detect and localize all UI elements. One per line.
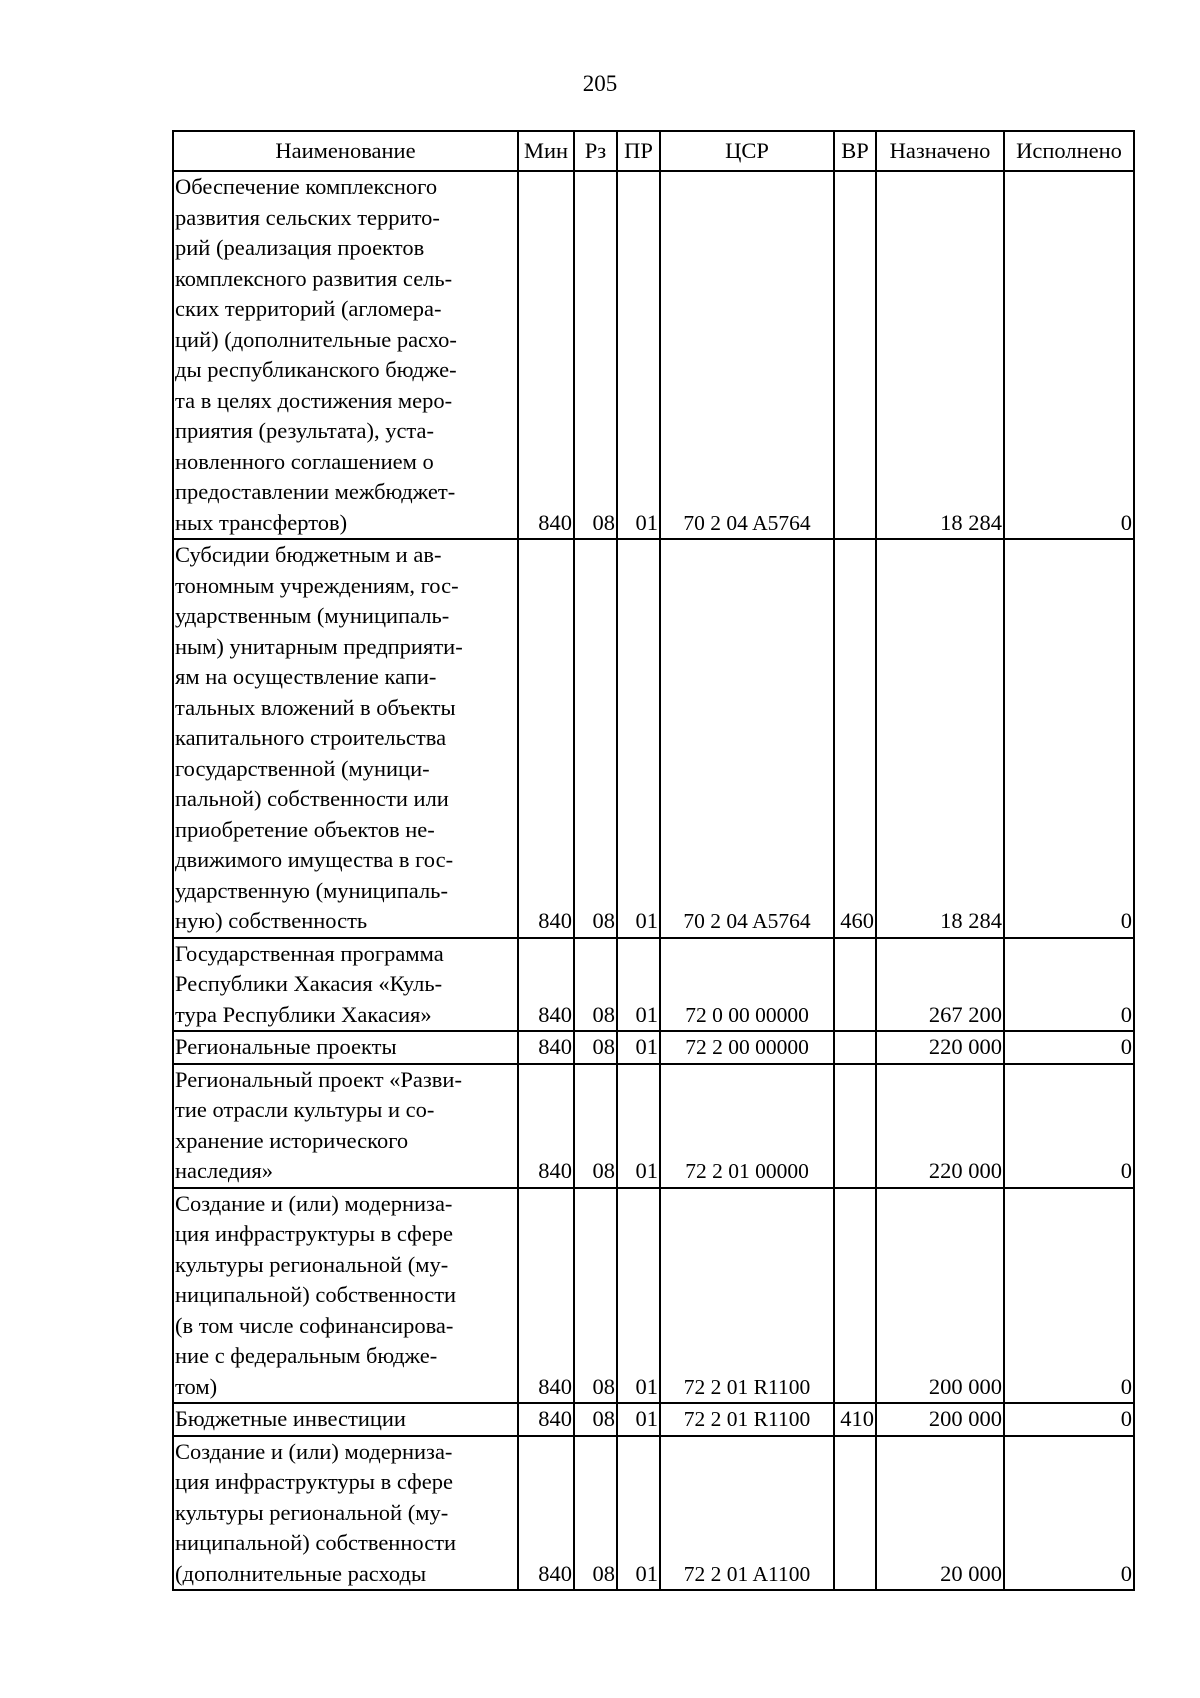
cell-rz: 08 bbox=[574, 1436, 617, 1591]
table-row bbox=[173, 938, 1134, 1032]
cell-assigned: 18 284 bbox=[876, 171, 1004, 539]
name-line: тие отрасли культуры и со- bbox=[175, 1097, 435, 1122]
name-line: Создание и (или) модерниза- bbox=[175, 1438, 453, 1464]
name-line: ударственным (муниципаль- bbox=[175, 603, 450, 628]
cell-csr: 72 2 01 R1100 bbox=[660, 1403, 834, 1436]
cell-pr: 01 bbox=[617, 938, 660, 1032]
cell-assigned: 220 000 bbox=[876, 1064, 1004, 1188]
name-line: ным) унитарным предприяти- bbox=[175, 633, 463, 659]
cell-assigned: 200 000 bbox=[876, 1188, 1004, 1404]
cell-pr: 01 bbox=[617, 1403, 660, 1436]
name-line: Создание и (или) модерниза- bbox=[175, 1190, 453, 1216]
name-line: капитального строительства bbox=[175, 725, 447, 750]
name-line: культуры региональной (му- bbox=[175, 1251, 449, 1277]
name-line: наследия» bbox=[175, 1158, 274, 1183]
name-line: приятия (результата), уста- bbox=[175, 418, 435, 443]
cell-executed: 0 bbox=[1004, 1031, 1134, 1064]
header-assigned: Назначено bbox=[876, 131, 1004, 171]
cell-executed: 0 bbox=[1004, 1403, 1134, 1436]
name-line: ную) собственность bbox=[175, 908, 368, 933]
cell-min: 840 bbox=[518, 1436, 574, 1591]
cell-min: 840 bbox=[518, 1403, 574, 1436]
cell-csr: 72 0 00 00000 bbox=[660, 938, 834, 1032]
name-line: государственной (муници- bbox=[175, 755, 430, 781]
header-name: Наименование bbox=[173, 131, 518, 171]
name-line: предоставлении межбюджет- bbox=[175, 479, 456, 504]
name-line: комплексного развития сель- bbox=[175, 265, 453, 291]
cell-min: 840 bbox=[518, 539, 574, 938]
cell-executed: 0 bbox=[1004, 539, 1134, 938]
cell-executed: 0 bbox=[1004, 171, 1134, 539]
budget-table bbox=[172, 130, 1135, 1591]
name-line: том) bbox=[175, 1373, 218, 1399]
cell-pr: 01 bbox=[617, 1031, 660, 1064]
cell-csr: 72 2 01 00000 bbox=[660, 1064, 834, 1188]
name-line: (в том числе софинансирова- bbox=[175, 1312, 454, 1338]
cell-assigned: 18 284 bbox=[876, 539, 1004, 938]
cell-rz: 08 bbox=[574, 938, 617, 1032]
cell-vr bbox=[834, 1436, 876, 1591]
table-row bbox=[173, 1403, 1134, 1436]
cell-vr bbox=[834, 171, 876, 539]
cell-assigned: 220 000 bbox=[876, 1031, 1004, 1064]
name-line: та в целях достижения меро- bbox=[175, 387, 453, 413]
cell-assigned: 20 000 bbox=[876, 1436, 1004, 1591]
table-row bbox=[173, 539, 1134, 938]
cell-csr: 70 2 04 A5764 bbox=[660, 539, 834, 938]
cell-name bbox=[173, 539, 518, 938]
cell-min: 840 bbox=[518, 171, 574, 539]
name-line: ниципальной) собственности bbox=[175, 1530, 457, 1555]
name-line: приобретение объектов не- bbox=[175, 816, 435, 842]
name-line: Обеспечение комплексного bbox=[175, 174, 438, 199]
cell-csr: 72 2 01 A1100 bbox=[660, 1436, 834, 1591]
cell-min: 840 bbox=[518, 1064, 574, 1188]
cell-vr: 410 bbox=[834, 1403, 876, 1436]
cell-min: 840 bbox=[518, 938, 574, 1032]
cell-executed: 0 bbox=[1004, 1188, 1134, 1404]
name-line: рий (реализация проектов bbox=[175, 235, 425, 260]
header-min: Мин bbox=[518, 131, 574, 171]
cell-vr bbox=[834, 1064, 876, 1188]
name-line: тономным учреждениям, гос- bbox=[175, 572, 459, 598]
page-number: 205 bbox=[582, 71, 618, 96]
table-row bbox=[173, 1188, 1134, 1404]
name-line: ние с федеральным бюдже- bbox=[175, 1343, 438, 1368]
cell-csr: 70 2 04 A5764 bbox=[660, 171, 834, 539]
name-line: тальных вложений в объекты bbox=[175, 694, 456, 720]
cell-pr: 01 bbox=[617, 1064, 660, 1188]
cell-name bbox=[173, 938, 518, 1032]
cell-pr: 01 bbox=[617, 1188, 660, 1404]
cell-pr: 01 bbox=[617, 1436, 660, 1591]
table-body bbox=[173, 171, 1134, 1590]
cell-vr: 460 bbox=[834, 539, 876, 938]
table-header-row bbox=[173, 131, 1134, 171]
cell-name bbox=[173, 1403, 518, 1436]
name-line: ям на осуществление капи- bbox=[175, 664, 437, 689]
header-csr: ЦСР bbox=[660, 131, 834, 171]
cell-vr bbox=[834, 1188, 876, 1404]
cell-min: 840 bbox=[518, 1188, 574, 1404]
cell-csr: 72 2 01 R1100 bbox=[660, 1188, 834, 1404]
header-executed: Исполнено bbox=[1004, 131, 1134, 171]
cell-name bbox=[173, 171, 518, 539]
table-row bbox=[173, 1436, 1134, 1591]
cell-pr: 01 bbox=[617, 171, 660, 539]
name-line: Государственная программа bbox=[175, 940, 444, 966]
cell-rz: 08 bbox=[574, 1188, 617, 1404]
cell-assigned: 200 000 bbox=[876, 1403, 1004, 1436]
cell-executed: 0 bbox=[1004, 1064, 1134, 1188]
name-line: ских территорий (агломера- bbox=[175, 296, 442, 321]
name-line: ды республиканского бюдже- bbox=[175, 357, 457, 382]
cell-min: 840 bbox=[518, 1031, 574, 1064]
cell-vr bbox=[834, 938, 876, 1032]
cell-vr bbox=[834, 1031, 876, 1064]
cell-rz: 08 bbox=[574, 171, 617, 539]
table-row bbox=[173, 171, 1134, 539]
name-line: развития сельских террито- bbox=[175, 204, 440, 230]
name-line: Региональные проекты bbox=[175, 1034, 397, 1059]
cell-assigned: 267 200 bbox=[876, 938, 1004, 1032]
cell-rz: 08 bbox=[574, 539, 617, 938]
name-line: ций) (дополнительные расхо- bbox=[175, 326, 457, 352]
name-line: культуры региональной (му- bbox=[175, 1499, 449, 1525]
cell-rz: 08 bbox=[574, 1031, 617, 1064]
cell-rz: 08 bbox=[574, 1403, 617, 1436]
cell-rz: 08 bbox=[574, 1064, 617, 1188]
cell-name bbox=[173, 1031, 518, 1064]
name-line: новленного соглашением о bbox=[175, 448, 434, 474]
name-line: пальной) собственности или bbox=[175, 786, 449, 811]
name-line: Региональный проект «Разви- bbox=[175, 1066, 462, 1092]
name-line: Бюджетные инвестиции bbox=[175, 1406, 406, 1431]
header-vr: ВР bbox=[834, 131, 876, 171]
table-row bbox=[173, 1064, 1134, 1188]
header-rz: Рз bbox=[574, 131, 617, 171]
cell-pr: 01 bbox=[617, 539, 660, 938]
table-row bbox=[173, 1031, 1134, 1064]
cell-name bbox=[173, 1188, 518, 1404]
name-line: ных трансфертов) bbox=[175, 509, 348, 535]
name-line: Республики Хакасия «Куль- bbox=[175, 971, 443, 996]
name-line: ция инфраструктуры в сфере bbox=[175, 1221, 453, 1246]
cell-csr: 72 2 00 00000 bbox=[660, 1031, 834, 1064]
header-pr: ПР bbox=[617, 131, 660, 171]
name-line: (дополнительные расходы bbox=[175, 1560, 427, 1586]
name-line: ниципальной) собственности bbox=[175, 1282, 457, 1307]
cell-name bbox=[173, 1064, 518, 1188]
name-line: ударственную (муниципаль- bbox=[175, 877, 448, 903]
name-line: Субсидии бюджетным и ав- bbox=[175, 542, 442, 567]
name-line: тура Республики Хакасия» bbox=[175, 1001, 432, 1027]
cell-executed: 0 bbox=[1004, 1436, 1134, 1591]
name-line: движимого имущества в гос- bbox=[175, 847, 454, 872]
name-line: хранение исторического bbox=[175, 1127, 409, 1153]
cell-name bbox=[173, 1436, 518, 1591]
cell-executed: 0 bbox=[1004, 938, 1134, 1032]
name-line: ция инфраструктуры в сфере bbox=[175, 1469, 453, 1494]
